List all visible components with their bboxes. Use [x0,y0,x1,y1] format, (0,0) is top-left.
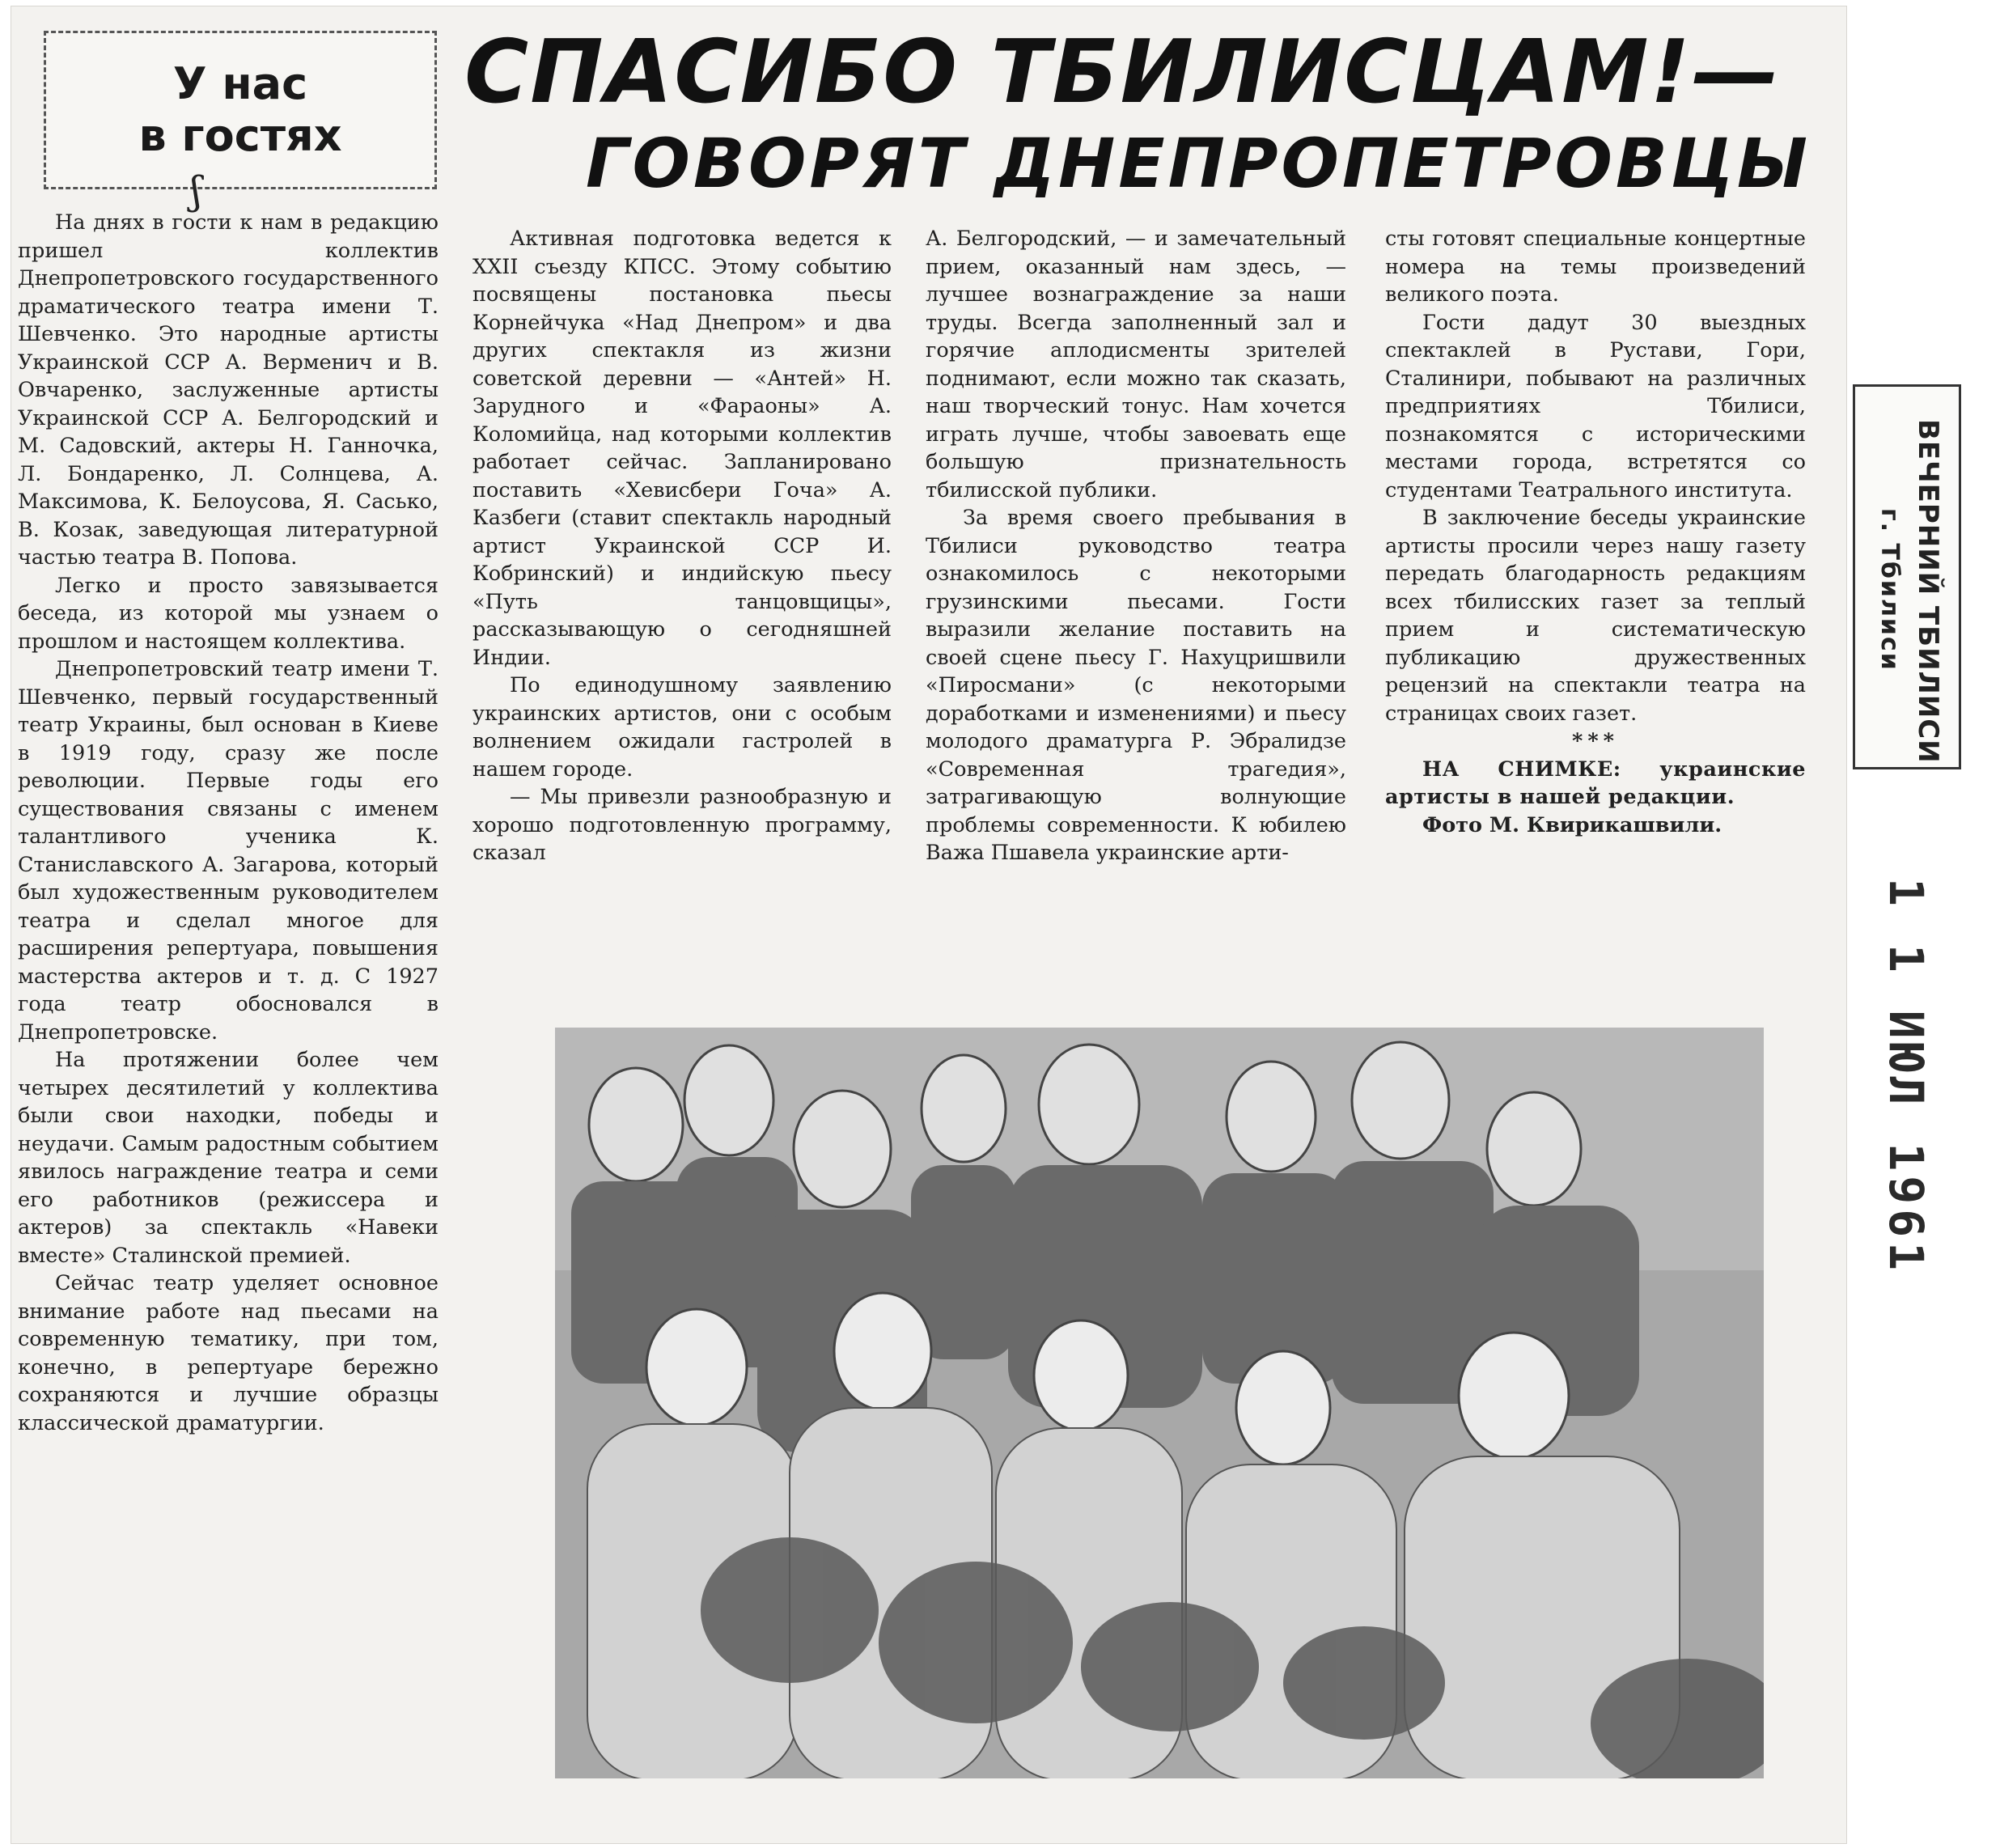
paragraph: По единодушному заявлению украинских артистов, они с особым волнением ожидали гастролей в нашем городе. [472,673,892,782]
paragraph: Активная подготовка ведется к XXII съезду КПСС. Этому событию посвящены постановка пьесы Корнейчука «Над Днепром» и два других спектакля из жизни советской деревни — «Антей» Н. Зарудного и «Фараоны» А. Коломийца, над которыми коллектив работает сейчас. Запланировано поставить «Хевисбери Гоча» А. Казбеги (ставит спектакль народный артист Украинской ССР И. Кобринский) и индийскую пьесу «Путь танцовщицы», рассказывающую о сегодняшней Индии. [472,227,892,670]
paragraph: На протяжении более чем четырех десятилетий у коллектива были свои находки, победы и неудачи. Самым радостным событием явилось награждение театра и семи его работников (режиссера и актеров) за спектакль «Навеки вместе» Сталинской премией. [18,1048,439,1268]
paragraph: Гости дадут 30 выездных спектаклей в Рустави, Гори, Сталинири, побывают на различных предприятиях Тбилиси, познакомятся с историческими местами города, встретятся со студентами Театрального института. [1385,310,1806,502]
article-column-2 [472,225,892,867]
paragraph: сты готовят специальные концертные номера на темы произведений великого поэта. [1385,227,1806,307]
paragraph: В заключение беседы украинские артисты просили через нашу газету передать благодарность редакциям всех тбилисских газет за теплый прием и систематическую публикацию дружественных рецензий на спектакли театра на страницах своих газет. [1385,506,1806,726]
paragraph: За время своего пребывания в Тбилиси руководство театра ознакомилось с некоторыми грузинскими пьесами. Гости выразили желание поставить на своей сцене пьесу Г. Нахуцришвили «Пиросмани» (с некоторыми доработками и изменениями) и пьесу молодого драматурга Р. Эбралидзе «Современная трагедия», затрагивающую волнующие проблемы современности. К юбилею Важа Пшавела украинские арти- [926,506,1346,865]
headline [464,23,1824,204]
paragraph: Днепропетровский театр имени Т. Шевченко, первый государственный театр Украины, был основан в Киеве в 1919 году, сразу же после революции. Первые годы его существования связаны с именем талантливого ученика К. Станиславского А. Загарова, который был художественным руководителем театра и сделал многое для расширения репертуара, повышения мастерства актеров и т. д. С 1927 года театр обосновался в Днепропетровске. [18,657,439,1045]
headline-line-1: СПАСИБО ТБИЛИСЦАМ!— [464,22,1781,123]
rubric-line-2: в гостях [138,110,342,161]
paragraph: Легко и просто завязывается беседа, из которой мы узнаем о прошлом и настоящем коллектива. [18,573,439,654]
paragraph: — Мы привезли разнообразную и хорошо подготовленную программу, сказал [472,785,892,865]
group-photo [555,1028,1764,1778]
photo-caption: НА СНИМКЕ: украинские артисты в нашей редакции. [1385,757,1806,809]
article-column-3 [926,225,1346,867]
group-photo-image [555,1028,1764,1778]
newspaper-clipping [11,6,1846,1843]
article-column-4 [1385,225,1806,839]
rubric-box [44,31,437,189]
separator-stars: *** [1571,729,1619,753]
rubric-line-1: У нас [172,58,308,109]
headline-line-2: ГОВОРЯТ ДНЕПРОПЕТРОВЦЫ [586,124,1811,203]
stamp-city: г. Тбилиси [1875,508,1904,672]
stamp-paper-name: ВЕЧЕРНИЙ ТБИЛИСИ [1912,419,1944,764]
date-stamp: 1 1 ИЮЛ 1961 [1879,878,1934,1276]
pen-mark: ʃ [191,168,202,214]
paragraph: Сейчас театр уделяет основное внимание работе над пьесами на современную тематику, при том, конечно, в репертуаре бережно сохраняются и лучшие образцы классической драматургии. [18,1271,439,1435]
photo-credit: Фото М. Квирикашвили. [1422,812,1722,837]
paragraph: На днях в гости к нам в редакцию пришел коллектив Днепропетровского государственного драматического театра имени Т. Шевченко. Это народные артисты Украинской ССР А. Верменич и В. Овчаренко, заслуженные артисты Украинской ССР А. Белгородский и М. Садовский, актеры Н. Ганночка, Л. Бондаренко, Л. Солнцева, А. Максимова, К. Белоусова, Я. Сасько, В. Козак, заведующая литературной частью театра В. Попова. [18,210,439,570]
newspaper-stamp [1853,384,1961,769]
article-column-1 [18,209,439,1437]
paragraph: А. Белгородский, — и замечательный прием, оказанный нам здесь, — лучшее вознаграждение за наши труды. Всегда заполненный зал и горячие аплодисменты зрителей поднимают, если можно так сказать, наш творческий тонус. Нам хочется играть лучше, чтобы завоевать еще большую признательность тбилисской публики. [926,227,1346,502]
